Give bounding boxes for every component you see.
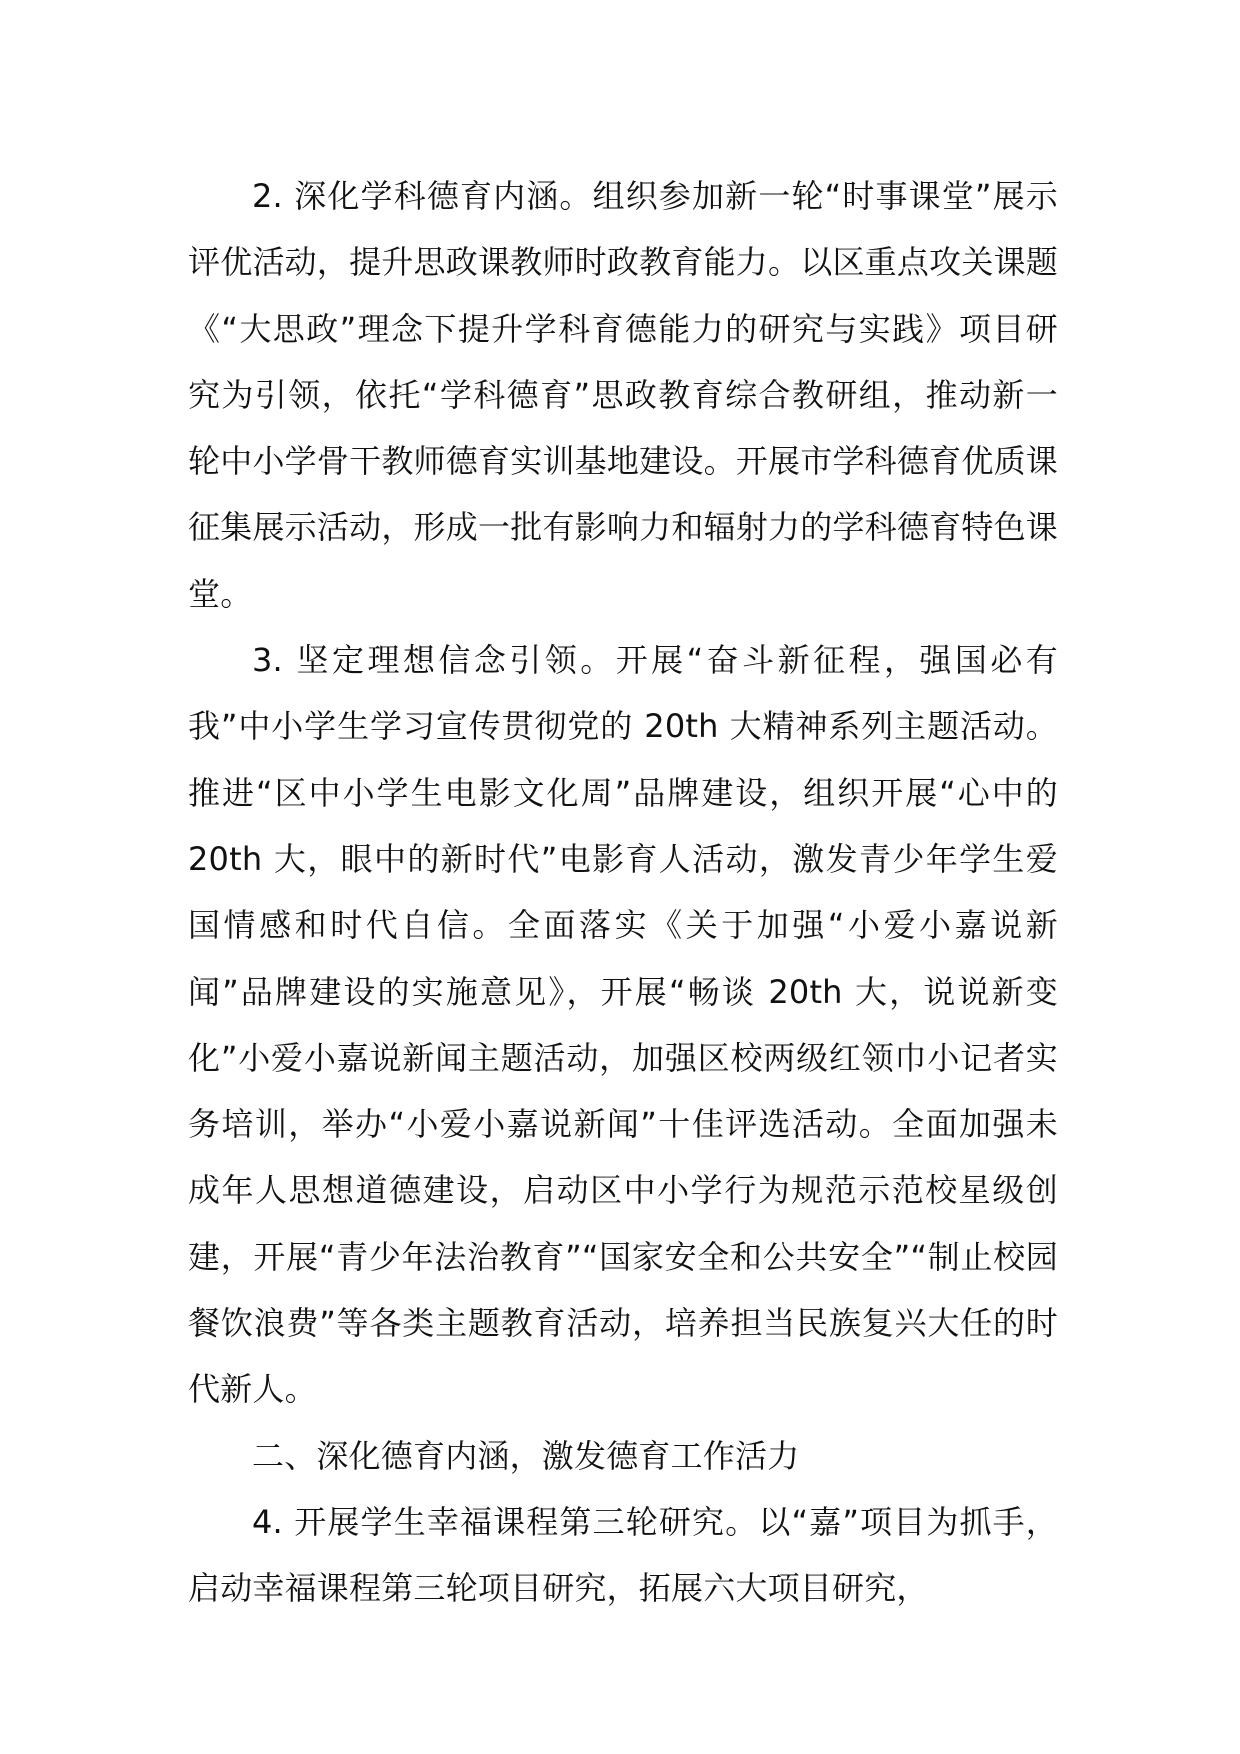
section-heading-2: 二、深化德育内涵，激发德育工作活力: [252, 1436, 800, 1475]
paragraph-2-subject-moral-education: 2. 深化学科德育内涵。组织参加新一轮“时事课堂”展示评优活动，提升思政课教师时政教育能力。以区重点攻关课题《“大思政”理念下提升学科育德能力的研究与实践》项目研究为引领，依托“学科德育”思政教育综合教研组，推动新一轮中小学骨干教师德育实训基地建设。开展市学科德育优质课征集展示活动，形成一批有影响力和辐射力的学科德育特色课堂。: [188, 177, 1058, 613]
document-page: [188, 163, 1058, 1622]
paragraph-3-ideals-guidance: 3. 坚定理想信念引领。开展“奋斗新征程，强国必有我”中小学生学习宣传贯彻党的 20th 大精神系列主题活动。推进“区中小学生电影文化周”品牌建设，组织开展“心中的 20th 大，眼中的新时代”电影育人活动，激发青少年学生爱国情感和时代自信。全面落实《关于加强“小爱小嘉说新闻”品牌建设的实施意见》，开展“畅谈 20th 大，说说新变化”小爱小嘉说新闻主题活动，加强区校两级红领巾小记者实务培训，举办“小爱小嘉说新闻”十佳评选活动。全面加强未成年人思想道德建设，启动区中小学行为规范示范校星级创建，开展“青少年法治教育”“国家安全和公共安全”“制止校园餐饮浪费”等各类主题教育活动，培养担当民族复兴大任的时代新人。: [188, 641, 1058, 1409]
paragraph-4-happiness-curriculum: 4. 开展学生幸福课程第三轮研究。以“嘉”项目为抓手，启动幸福课程第三轮项目研究，拓展六大项目研究，: [188, 1502, 1058, 1608]
